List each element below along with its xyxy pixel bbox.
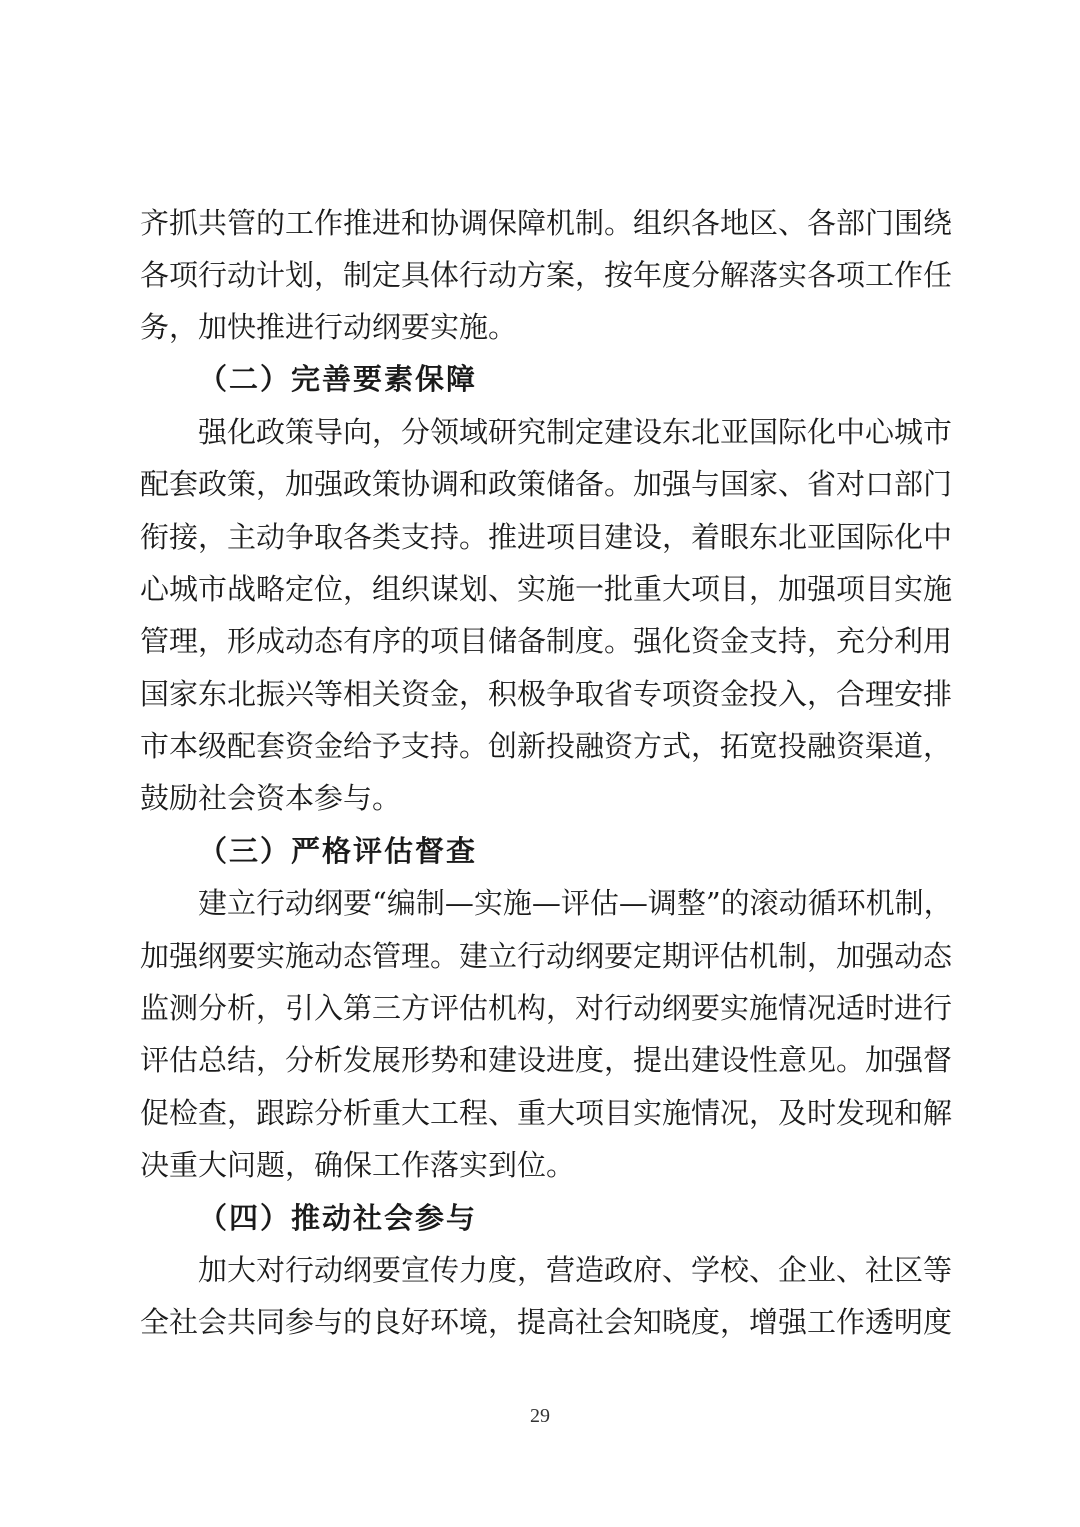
page-number: 29 bbox=[530, 1405, 550, 1427]
section-heading: （二）完善要素保障 bbox=[198, 362, 478, 396]
text-line: 管理，形成动态有序的项目储备制度。强化资金支持，充分利用 bbox=[140, 624, 953, 658]
text-line: 强化政策导向，分领域研究制定建设东北亚国际化中心城市 bbox=[198, 415, 953, 449]
text-line: 建立行动纲要“编制—实施—评估—调整”的滚动循环机制， bbox=[198, 886, 953, 920]
text-line: 国家东北振兴等相关资金，积极争取省专项资金投入，合理安排 bbox=[140, 677, 953, 711]
text-line: 促检查，跟踪分析重大工程、重大项目实施情况，及时发现和解 bbox=[140, 1096, 953, 1130]
text-line: 加大对行动纲要宣传力度，营造政府、学校、企业、社区等 bbox=[198, 1253, 953, 1287]
section-heading: （三）严格评估督查 bbox=[198, 834, 478, 868]
text-line: 评估总结，分析发展形势和建设进度，提出建设性意见。加强督 bbox=[140, 1043, 953, 1077]
text-line: 决重大问题，确保工作落实到位。 bbox=[140, 1148, 576, 1182]
text-line: 配套政策，加强政策协调和政策储备。加强与国家、省对口部门 bbox=[140, 467, 953, 501]
text-line: 监测分析，引入第三方评估机构，对行动纲要实施情况适时进行 bbox=[140, 991, 953, 1025]
text-line: 市本级配套资金给予支持。创新投融资方式，拓宽投融资渠道， bbox=[140, 729, 953, 763]
section-heading: （四）推动社会参与 bbox=[198, 1201, 478, 1235]
text-line: 各项行动计划，制定具体行动方案，按年度分解落实各项工作任 bbox=[140, 258, 953, 292]
text-line: 齐抓共管的工作推进和协调保障机制。组织各地区、各部门围绕 bbox=[140, 206, 953, 240]
text-line: 鼓励社会资本参与。 bbox=[140, 781, 402, 815]
text-line: 全社会共同参与的良好环境，提高社会知晓度，增强工作透明度 bbox=[140, 1305, 953, 1339]
text-line: 心城市战略定位，组织谋划、实施一批重大项目，加强项目实施 bbox=[140, 572, 953, 606]
text-line: 加强纲要实施动态管理。建立行动纲要定期评估机制，加强动态 bbox=[140, 939, 953, 973]
text-line: 务，加快推进行动纲要实施。 bbox=[140, 310, 518, 344]
text-line: 衔接，主动争取各类支持。推进项目建设，着眼东北亚国际化中 bbox=[140, 520, 953, 554]
